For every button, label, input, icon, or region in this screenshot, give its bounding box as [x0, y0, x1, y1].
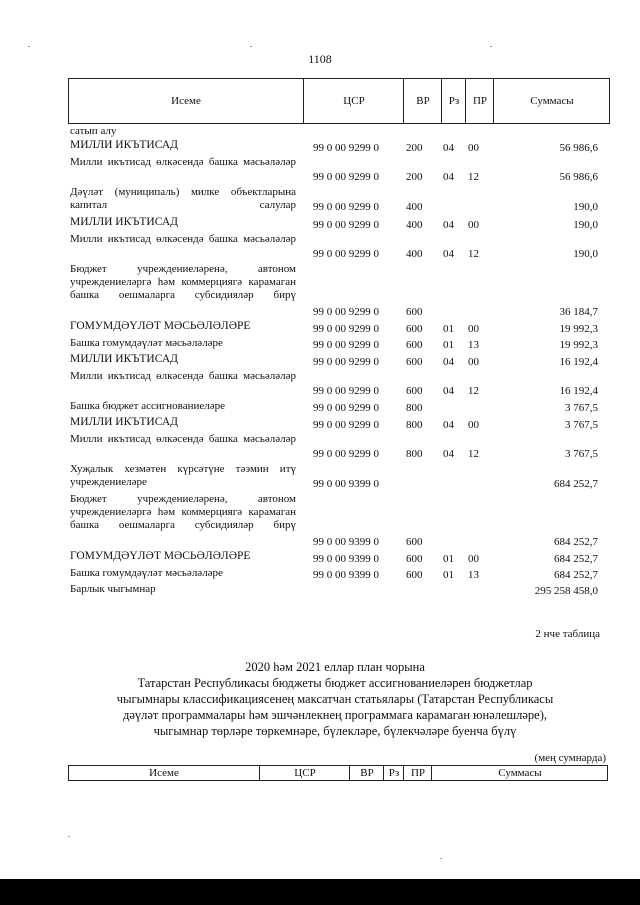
row-name: Милли икътисад өлкәсендә башка мәсьәләләр: [70, 233, 296, 245]
row-sum: 19 992,3: [559, 339, 598, 351]
row-vr: 600: [406, 553, 423, 565]
row-name: Башка гомумдәүләт мәсьәләләре: [70, 567, 223, 579]
header-csr: ЦСР: [303, 79, 404, 123]
row-sum: 19 992,3: [559, 323, 598, 335]
plan-title-line: чыгымнары классификациясенең максатчан статьялары (Татарстан Республикасы: [116, 692, 554, 706]
scan-speck: [68, 836, 70, 837]
row-rz: 04: [443, 171, 454, 183]
row-pr: 00: [468, 356, 479, 368]
row-vr: 800: [406, 419, 423, 431]
header-vr: ВР: [349, 766, 384, 780]
plan-title-line: дәүләт программалары һәм эшчәнлекнең программага карамаган юнәлешләре),: [122, 708, 547, 722]
row-name: Милли икътисад өлкәсендә башка мәсьәләләр: [70, 370, 296, 382]
table-row: [70, 463, 598, 491]
table-row: [70, 493, 598, 549]
row-vr: 400: [406, 201, 423, 213]
row-sum: 3 767,5: [565, 419, 598, 431]
row-pr: 12: [468, 448, 479, 460]
row-sum: 56 986,6: [559, 142, 598, 154]
row-pr: 00: [468, 142, 479, 154]
table-row: [70, 583, 598, 598]
row-csr: 99 0 00 9399 0: [313, 553, 379, 565]
row-pr: 13: [468, 339, 479, 351]
table-row: [70, 550, 598, 566]
row-rz: 04: [443, 385, 454, 397]
row-vr: 600: [406, 339, 423, 351]
plan-title-line: 2020 һәм 2021 еллар план чорына: [245, 660, 425, 674]
scan-speck: [250, 46, 252, 47]
row-rz: 04: [443, 356, 454, 368]
row-csr: 99 0 00 9299 0: [313, 448, 379, 460]
header-sum: Суммасы: [431, 766, 608, 780]
second-table-header: [68, 765, 608, 781]
header-rz: Рз: [383, 766, 404, 780]
row-name: ГОМУМДӘҮЛӘТ МӘСЬӘЛӘЛӘРЕ: [70, 550, 251, 562]
row-rz: 04: [443, 448, 454, 460]
row-rz: 04: [443, 248, 454, 260]
table-row: [70, 156, 598, 184]
table-row: [70, 400, 598, 415]
row-pr: 00: [468, 419, 479, 431]
row-csr: 99 0 00 9299 0: [313, 385, 379, 397]
row-csr: 99 0 00 9399 0: [313, 478, 379, 490]
row-name: Дәүләт (муниципаль) милке объектларына капитал салулар: [70, 186, 296, 211]
row-csr: 99 0 00 9299 0: [313, 419, 379, 431]
header-csr: ЦСР: [259, 766, 350, 780]
row-pr: 00: [468, 219, 479, 231]
row-vr: 600: [406, 306, 423, 318]
row-vr: 600: [406, 536, 423, 548]
row-vr: 800: [406, 402, 423, 414]
row-name: МИЛЛИ ИКЪТИСАД: [70, 416, 178, 428]
row-vr: 200: [406, 171, 423, 183]
header-pr: ПР: [465, 79, 494, 123]
page-number: 1108: [308, 52, 332, 66]
row-rz: 04: [443, 219, 454, 231]
table-row: [70, 263, 598, 319]
row-name: МИЛЛИ ИКЪТИСАД: [70, 139, 178, 151]
table-row: [70, 433, 598, 461]
row-name: Хуҗалык хезмәтен күрсәтүне тәэмин итү учреждениеләре: [70, 463, 296, 488]
row-sum: 684 252,7: [554, 553, 598, 565]
row-rz: 01: [443, 323, 454, 335]
scan-speck: [490, 46, 492, 47]
header-pr: ПР: [403, 766, 432, 780]
row-vr: 600: [406, 385, 423, 397]
row-sum: 295 258 458,0: [534, 585, 598, 597]
row-name: МИЛЛИ ИКЪТИСАД: [70, 353, 178, 365]
header-vr: ВР: [403, 79, 442, 123]
row-sum: 190,0: [573, 201, 598, 213]
table-row: [70, 353, 598, 369]
scan-speck: [28, 46, 30, 47]
scan-speck: [440, 858, 442, 859]
plan-title-line: Татарстан Республикасы бюджеты бюджет ассигнованиеләрен бюджетлар: [137, 676, 533, 690]
row-sum: 16 192,4: [559, 356, 598, 368]
header-sum: Суммасы: [493, 79, 610, 123]
table-header: [68, 78, 610, 124]
header-rz: Рз: [441, 79, 466, 123]
row-vr: 600: [406, 323, 423, 335]
row-name: сатып алу: [70, 125, 117, 137]
header-name: Исеме: [171, 95, 201, 107]
row-csr: 99 0 00 9299 0: [313, 248, 379, 260]
row-csr: 99 0 00 9299 0: [313, 171, 379, 183]
row-csr: 99 0 00 9399 0: [313, 536, 379, 548]
table-row: [70, 233, 598, 261]
row-name: МИЛЛИ ИКЪТИСАД: [70, 216, 178, 228]
row-rz: 04: [443, 419, 454, 431]
row-name: Башка бюджет ассигнованиеләре: [70, 400, 225, 412]
row-csr: 99 0 00 9299 0: [313, 219, 379, 231]
row-sum: 684 252,7: [554, 569, 598, 581]
row-pr: 12: [468, 248, 479, 260]
row-csr: 99 0 00 9299 0: [313, 402, 379, 414]
row-csr: 99 0 00 9299 0: [313, 142, 379, 154]
row-sum: 3 767,5: [565, 402, 598, 414]
row-pr: 13: [468, 569, 479, 581]
row-csr: 99 0 00 9299 0: [313, 339, 379, 351]
row-csr: 99 0 00 9399 0: [313, 569, 379, 581]
row-rz: 01: [443, 553, 454, 565]
table-row: [70, 370, 598, 398]
row-name: ГОМУМДӘҮЛӘТ МӘСЬӘЛӘЛӘРЕ: [70, 320, 251, 332]
row-csr: 99 0 00 9299 0: [313, 323, 379, 335]
row-sum: 3 767,5: [565, 448, 598, 460]
table-row: [70, 216, 598, 232]
units-note: (мең сумнарда): [534, 752, 606, 764]
row-sum: 190,0: [573, 219, 598, 231]
row-sum: 684 252,7: [554, 536, 598, 548]
row-pr: 00: [468, 323, 479, 335]
row-sum: 16 192,4: [559, 385, 598, 397]
row-vr: 600: [406, 356, 423, 368]
row-pr: 00: [468, 553, 479, 565]
row-pr: 12: [468, 385, 479, 397]
table-row: [70, 320, 598, 336]
row-name: Бюджет учреждениеләренә, автоном учреждениеләргә һәм коммерциягә карамаган башка оешмаларга субсидияләр бирү: [70, 493, 296, 531]
row-sum: 684 252,7: [554, 478, 598, 490]
row-vr: 400: [406, 248, 423, 260]
plan-title-line: чыгымнар төрләре төркемнәре, бүлекләре, бүлекчәләре буенча бүлү: [153, 724, 517, 738]
scan-edge-bar: [0, 879, 640, 905]
row-vr: 400: [406, 219, 423, 231]
row-name: Бюджет учреждениеләренә, автоном учреждениеләргә һәм коммерциягә карамаган башка оешмаларга субсидияләр бирү: [70, 263, 296, 301]
row-name: Милли икътисад өлкәсендә башка мәсьәләләр: [70, 433, 296, 445]
row-vr: 800: [406, 448, 423, 460]
row-name: Милли икътисад өлкәсендә башка мәсьәләләр: [70, 156, 296, 168]
table-row: [70, 567, 598, 582]
row-name: Башка гомумдәүләт мәсьәләләре: [70, 337, 223, 349]
row-sum: 190,0: [573, 248, 598, 260]
table-label: 2 нче таблица: [535, 628, 600, 640]
row-rz: 01: [443, 569, 454, 581]
table-row: [70, 416, 598, 432]
row-vr: 600: [406, 569, 423, 581]
table-row: [70, 186, 598, 214]
row-rz: 04: [443, 142, 454, 154]
header-name: Исеме: [149, 767, 179, 779]
row-csr: 99 0 00 9299 0: [313, 356, 379, 368]
row-sum: 56 986,6: [559, 171, 598, 183]
row-csr: 99 0 00 9299 0: [313, 306, 379, 318]
row-pr: 12: [468, 171, 479, 183]
row-rz: 01: [443, 339, 454, 351]
table-row: [70, 125, 598, 138]
table-row: [70, 337, 598, 352]
table-row: [70, 139, 598, 155]
row-csr: 99 0 00 9299 0: [313, 201, 379, 213]
row-name: Барлык чыгымнар: [70, 583, 156, 595]
row-sum: 36 184,7: [559, 306, 598, 318]
row-vr: 200: [406, 142, 423, 154]
